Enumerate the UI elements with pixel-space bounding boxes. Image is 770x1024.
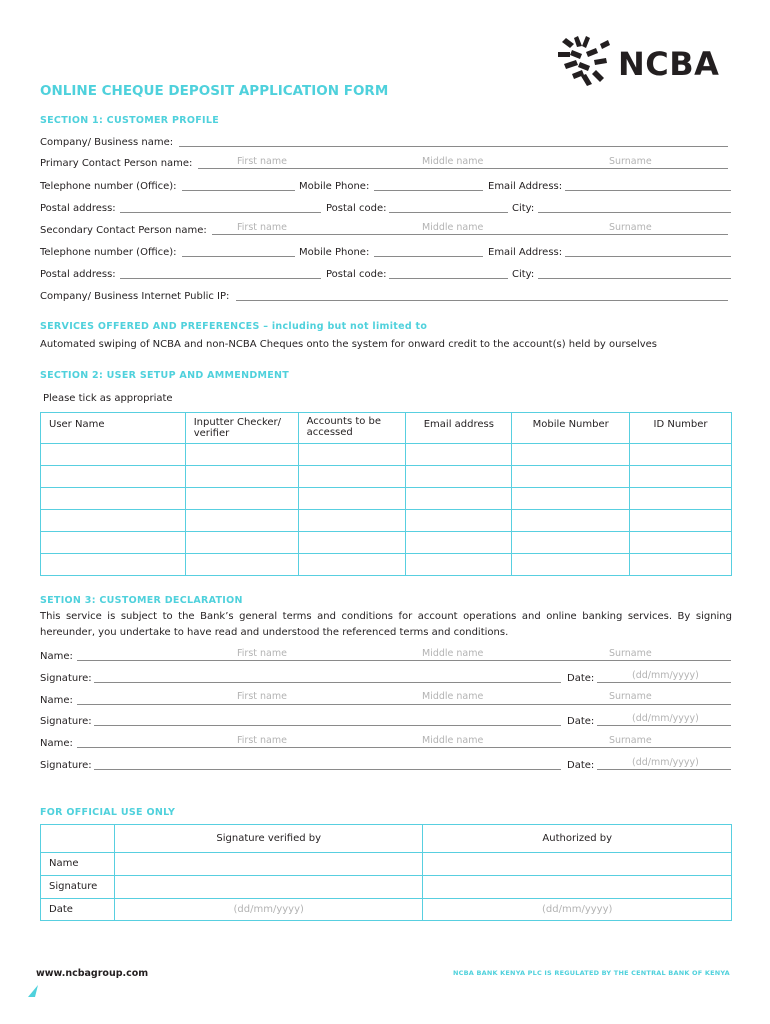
official-use-table: [40, 824, 732, 921]
cell-user-name[interactable]: [41, 488, 186, 510]
declaration-date-hint-2: (dd/mm/yyyy): [632, 713, 699, 724]
cell-mobile[interactable]: [512, 554, 630, 576]
declaration-name-field-3[interactable]: [77, 747, 731, 748]
mobile-label-1: Mobile Phone:: [299, 181, 370, 192]
city-label-2: City:: [512, 269, 535, 280]
company-label: Company/ Business name:: [40, 137, 174, 148]
cell-email[interactable]: [406, 532, 512, 554]
ncba-logo: [556, 34, 736, 92]
email-label-2: Email Address:: [488, 247, 563, 258]
city-field-1[interactable]: [538, 212, 731, 213]
cell-email[interactable]: [406, 510, 512, 532]
cell-mobile[interactable]: [512, 510, 630, 532]
declaration-name-field-2[interactable]: [77, 704, 731, 705]
table-row: [41, 532, 732, 554]
user-setup-table: [40, 412, 732, 576]
col-inputter-checker: Inputter Checker/ verifier: [185, 413, 298, 444]
declaration-name-label-1: Name:: [40, 651, 73, 662]
section1-heading: SECTION 1: CUSTOMER PROFILE: [40, 115, 220, 126]
cell-email[interactable]: [406, 444, 512, 466]
declaration-date-label-2: Date:: [567, 716, 595, 727]
col-id-number: ID Number: [630, 413, 732, 444]
telephone-field-1[interactable]: [182, 190, 295, 191]
table-row: [41, 488, 732, 510]
user-table-header: [41, 413, 732, 444]
declaration-first-name-hint-1: First name: [237, 648, 287, 659]
primary-first-name-hint: First name: [237, 156, 287, 167]
declaration-middle-name-hint-1: Middle name: [422, 648, 484, 659]
col-accounts: Accounts to be accessed: [298, 413, 406, 444]
cell-inputter[interactable]: [185, 510, 298, 532]
declaration-date-label-3: Date:: [567, 760, 595, 771]
declaration-first-name-hint-2: First name: [237, 691, 287, 702]
declaration-signature-label-2: Signature:: [40, 716, 92, 727]
city-field-2[interactable]: [538, 278, 731, 279]
cell-id[interactable]: [630, 466, 732, 488]
postal-address-field-1[interactable]: [120, 212, 321, 213]
cell-mobile[interactable]: [512, 532, 630, 554]
declaration-signature-field-2[interactable]: [94, 725, 561, 726]
official-name-authorized-cell[interactable]: [423, 853, 732, 876]
declaration-surname-hint-1: Surname: [609, 648, 652, 659]
form-title: ONLINE CHEQUE DEPOSIT APPLICATION FORM: [40, 83, 389, 99]
section3-heading: SETION 3: CUSTOMER DECLARATION: [40, 595, 243, 606]
declaration-date-hint-3: (dd/mm/yyyy): [632, 757, 699, 768]
cell-email[interactable]: [406, 466, 512, 488]
ip-label: Company/ Business Internet Public IP:: [40, 291, 230, 302]
declaration-date-hint-1: (dd/mm/yyyy): [632, 670, 699, 681]
official-row-signature: Signature: [41, 876, 115, 899]
declaration-name-field-1[interactable]: [77, 660, 731, 661]
official-col-signature-verified: Signature verified by: [114, 825, 423, 853]
mobile-field-1[interactable]: [374, 190, 483, 191]
declaration-name-label-3: Name:: [40, 738, 73, 749]
footer-regulation: NCBA BANK KENYA PLC IS REGULATED BY THE CENTRAL BANK OF KENYA: [453, 969, 730, 977]
primary-contact-field[interactable]: [198, 168, 728, 169]
official-row-name: Name: [41, 853, 115, 876]
official-col-authorized: Authorized by: [423, 825, 732, 853]
declaration-date-field-2[interactable]: [597, 725, 731, 726]
cell-inputter[interactable]: [185, 466, 298, 488]
cell-accounts[interactable]: [298, 510, 406, 532]
cell-accounts[interactable]: [298, 466, 406, 488]
cell-inputter[interactable]: [185, 488, 298, 510]
cell-user-name[interactable]: [41, 554, 186, 576]
tick-instruction: Please tick as appropriate: [43, 393, 173, 404]
primary-contact-label: Primary Contact Person name:: [40, 158, 193, 169]
table-row: [41, 444, 732, 466]
telephone-label-1: Telephone number (Office):: [40, 181, 177, 192]
company-field[interactable]: [179, 146, 728, 147]
postal-code-field-1[interactable]: [389, 212, 508, 213]
cell-mobile[interactable]: [512, 488, 630, 510]
declaration-first-name-hint-3: First name: [237, 735, 287, 746]
corner-arrow-icon: [26, 984, 40, 998]
services-text: Automated swiping of NCBA and non-NCBA Cheques onto the system for onward credit to the account(s) held by ourselves: [40, 339, 658, 350]
postal-code-field-2[interactable]: [389, 278, 508, 279]
table-row: [41, 510, 732, 532]
cell-id[interactable]: [630, 488, 732, 510]
declaration-surname-hint-2: Surname: [609, 691, 652, 702]
cell-mobile[interactable]: [512, 466, 630, 488]
ip-field[interactable]: [236, 300, 728, 301]
postal-address-field-2[interactable]: [120, 278, 321, 279]
declaration-signature-field-1[interactable]: [94, 682, 561, 683]
declaration-signature-field-3[interactable]: [94, 769, 561, 770]
secondary-first-name-hint: First name: [237, 222, 287, 233]
official-date-row: [41, 899, 732, 921]
cell-inputter[interactable]: [185, 554, 298, 576]
postal-address-label-2: Postal address:: [40, 269, 116, 280]
ncba-bird-icon: [556, 34, 614, 92]
declaration-surname-hint-3: Surname: [609, 735, 652, 746]
official-name-verified-cell[interactable]: [114, 853, 423, 876]
cell-inputter[interactable]: [185, 444, 298, 466]
cell-inputter[interactable]: [185, 532, 298, 554]
primary-middle-name-hint: Middle name: [422, 156, 484, 167]
declaration-middle-name-hint-2: Middle name: [422, 691, 484, 702]
services-heading: SERVICES OFFERED AND PREFERENCES – including but not limited to: [40, 321, 428, 332]
declaration-date-field-3[interactable]: [597, 769, 731, 770]
footer-website[interactable]: www.ncbagroup.com: [36, 968, 149, 979]
cell-accounts[interactable]: [298, 532, 406, 554]
official-heading: FOR OFFICIAL USE ONLY: [40, 807, 176, 818]
cell-user-name[interactable]: [41, 532, 186, 554]
col-email: Email address: [406, 413, 512, 444]
telephone-label-2: Telephone number (Office):: [40, 247, 177, 258]
cell-user-name[interactable]: [41, 510, 186, 532]
cell-accounts[interactable]: [298, 554, 406, 576]
declaration-signature-label-3: Signature:: [40, 760, 92, 771]
postal-code-label-2: Postal code:: [326, 269, 387, 280]
declaration-date-field-1[interactable]: [597, 682, 731, 683]
official-header-row: [41, 825, 732, 853]
table-row: [41, 554, 732, 576]
cell-id[interactable]: [630, 532, 732, 554]
cell-mobile[interactable]: [512, 444, 630, 466]
mobile-label-2: Mobile Phone:: [299, 247, 370, 258]
city-label-1: City:: [512, 203, 535, 214]
telephone-field-2[interactable]: [182, 256, 295, 257]
mobile-field-2[interactable]: [374, 256, 483, 257]
official-corner-cell: [41, 825, 115, 853]
brand-name: NCBA: [618, 45, 720, 83]
official-row-date: Date: [41, 899, 115, 921]
email-field-2[interactable]: [565, 256, 731, 257]
official-signature-row: [41, 876, 732, 899]
official-signature-verified-cell[interactable]: [114, 876, 423, 899]
declaration-name-label-2: Name:: [40, 695, 73, 706]
secondary-surname-hint: Surname: [609, 222, 652, 233]
declaration-date-label-1: Date:: [567, 673, 595, 684]
col-mobile: Mobile Number: [512, 413, 630, 444]
section2-heading: SECTION 2: USER SETUP AND AMMENDMENT: [40, 370, 290, 381]
cell-user-name[interactable]: [41, 466, 186, 488]
secondary-contact-field[interactable]: [212, 234, 728, 235]
secondary-middle-name-hint: Middle name: [422, 222, 484, 233]
cell-user-name[interactable]: [41, 444, 186, 466]
col-user-name: User Name: [41, 413, 186, 444]
official-date-verified-cell[interactable]: (dd/mm/yyyy): [114, 899, 423, 921]
official-name-row: [41, 853, 732, 876]
cell-id[interactable]: [630, 554, 732, 576]
secondary-contact-label: Secondary Contact Person name:: [40, 225, 207, 236]
official-date-authorized-cell[interactable]: (dd/mm/yyyy): [423, 899, 732, 921]
cell-id[interactable]: [630, 444, 732, 466]
postal-code-label-1: Postal code:: [326, 203, 387, 214]
primary-surname-hint: Surname: [609, 156, 652, 167]
cell-accounts[interactable]: [298, 488, 406, 510]
declaration-text: This service is subject to the Bank’s general terms and conditions for account operations and online banking services. By signing hereunder, you undertake to have read and understood the referenced terms and conditions.: [40, 611, 732, 638]
official-signature-authorized-cell[interactable]: [423, 876, 732, 899]
email-field-1[interactable]: [565, 190, 731, 191]
email-label-1: Email Address:: [488, 181, 563, 192]
declaration-signature-label-1: Signature:: [40, 673, 92, 684]
postal-address-label-1: Postal address:: [40, 203, 116, 214]
declaration-middle-name-hint-3: Middle name: [422, 735, 484, 746]
cell-id[interactable]: [630, 510, 732, 532]
cell-accounts[interactable]: [298, 444, 406, 466]
table-row: [41, 466, 732, 488]
cell-email[interactable]: [406, 488, 512, 510]
cell-email[interactable]: [406, 554, 512, 576]
